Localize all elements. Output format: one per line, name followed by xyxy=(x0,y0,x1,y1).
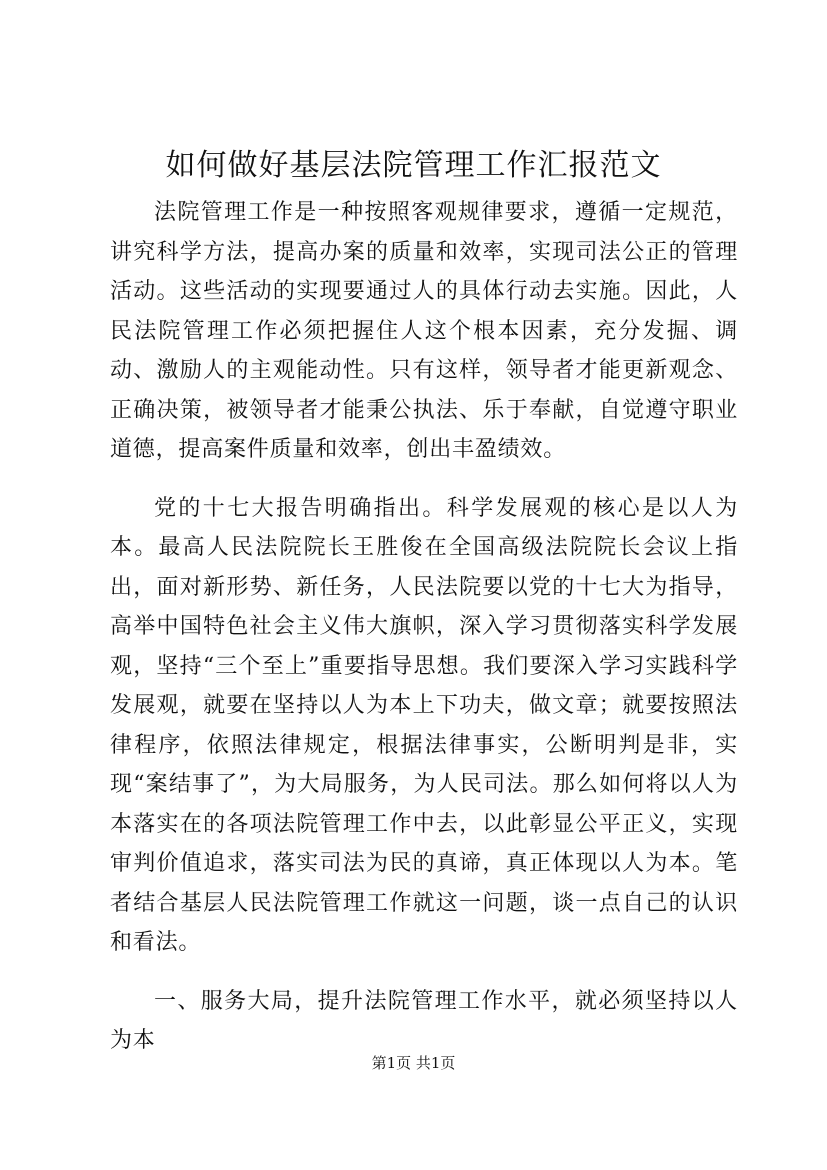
document-body xyxy=(110,193,738,1061)
paragraph-3-section-heading: 一、服务大局，提升法院管理工作水平，就必须坚持以人为本 xyxy=(110,988,738,1053)
paragraph-2: 党的十七大报告明确指出。科学发展观的核心是以人为本。最高人民法院院长王胜俊在全国高级法院院长会议上指出，面对新形势、新任务，人民法院要以党的十七大为指导，高举中国特色社会主义伟大旗帜，深入学习贯彻落实科学发展观，坚持“三个至上”重要指导思想。我们要深入学习实践科学发展观，就要在坚持以人为本上下功夫，做文章；就要按照法律程序，依照法律规定，根据法律事实，公断明判是非，实现“案结事了”，为大局服务，为人民司法。那么如何将以人为本落实在的各项法院管理工作中去，以此彰显公平正义，实现审判价值追求，落实司法为民的真谛，真正体现以人为本。笔者结合基层人民法院管理工作就这一问题，谈一点自己的认识和看法。 xyxy=(110,495,738,955)
document-title: 如何做好基层法院管理工作汇报范文 xyxy=(165,148,662,183)
page-footer: 第1页 共1页 xyxy=(371,1054,456,1072)
paragraph-1: 法院管理工作是一种按照客观规律要求，遵循一定规范，讲究科学方法，提高办案的质量和效率，实现司法公正的管理活动。这些活动的实现要通过人的具体行动去实施。因此，人民法院管理工作必须把握住人这个根本因素，充分发掘、调动、激励人的主观能动性。只有这样，领导者才能更新观念、正确决策，被领导者才能秉公执法、乐于奉献，自觉遵守职业道德，提高案件质量和效率，创出丰盈绩效。 xyxy=(110,200,738,462)
